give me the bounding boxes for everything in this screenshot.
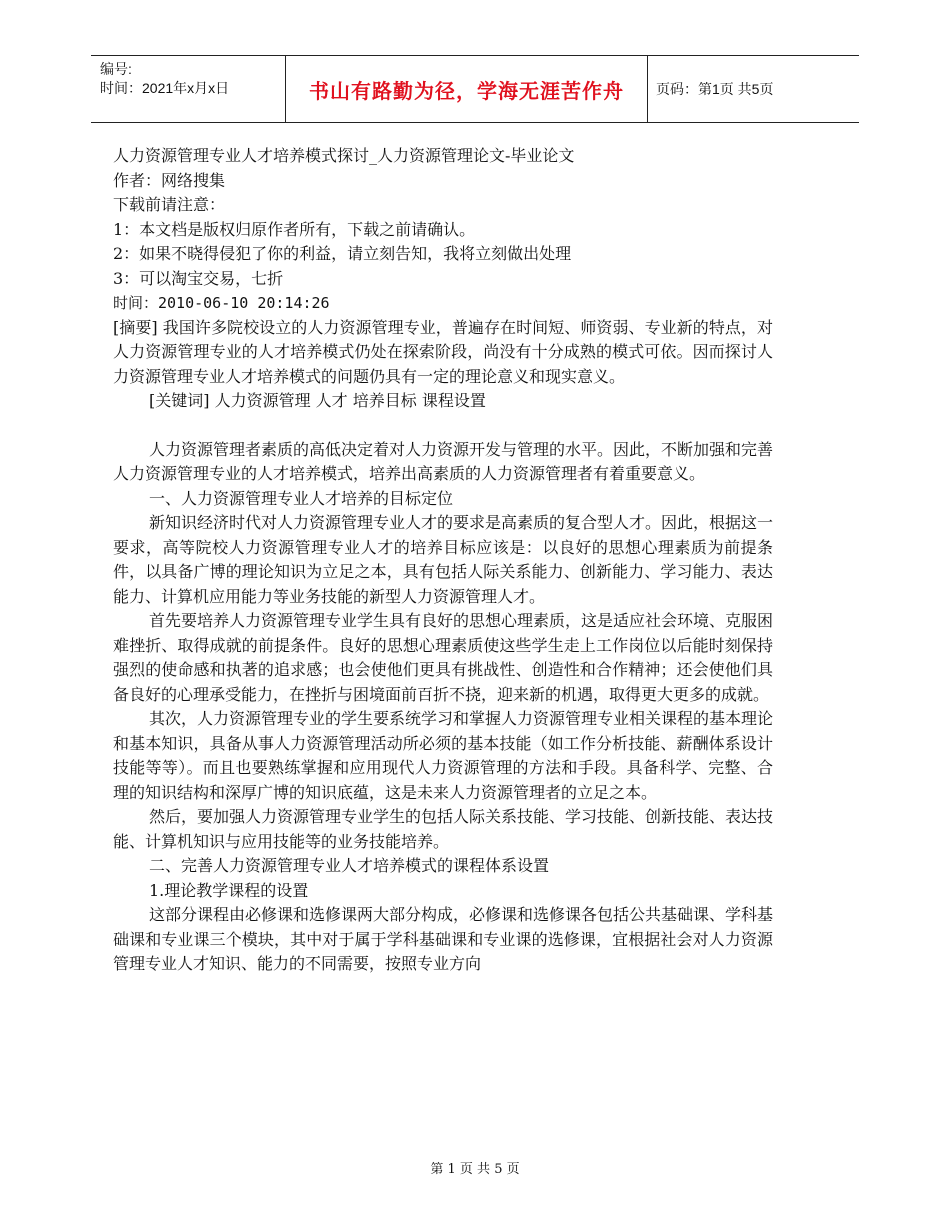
article-abstract: [摘要] 我国许多院校设立的人力资源管理专业，普遍存在时间短、师资弱、专业新的特点，对人力资源管理专业的人才培养模式仍处在探索阶段，尚没有十分成熟的模式可依。因而探讨人力资源管理专业人才培养模式的问题仍具有一定的理论意义和现实意义。 bbox=[113, 317, 773, 386]
intro-paragraph: 人力资源管理者素质的高低决定着对人力资源开发与管理的水平。因此，不断加强和完善人力资源管理专业的人才培养模式，培养出高素质的人力资源管理者有着重要意义。 bbox=[113, 439, 774, 483]
section-heading-2: 二、完善人力资源管理专业人才培养模式的课程体系设置 bbox=[149, 856, 550, 875]
body-paragraph-4: 然后，要加强人力资源管理专业学生的包括人际关系技能、学习技能、创新技能、表达技能、计算机知识与应用技能等的业务技能培养。 bbox=[113, 807, 774, 851]
body-paragraph-2: 首先要培养人力资源管理专业学生具有良好的思想心理素质，这是适应社会环境、克服困难挫折、取得成就的前提条件。良好的思想心理素质使这些学生走上工作岗位以后能时刻保持强烈的使命感和执著的追求感；也会使他们更具有挑战性、创造性和合作精神；还会使他们具备良好的心理承受能力，在挫折与困境面前百折不挠，迎来新的机遇，取得更大更多的成就。 bbox=[113, 611, 774, 704]
header-meta bbox=[91, 56, 285, 122]
paragraph-gap bbox=[113, 414, 773, 438]
article-keywords: [关键词] 人力资源管理 人才 培养目标 课程设置 bbox=[149, 391, 486, 410]
article-timestamp: 时间：2010-06-10 20:14:26 bbox=[113, 294, 330, 312]
body-paragraph-5: 这部分课程由必修课和选修课两大部分构成，必修课和选修课各包括公共基础课、学科基础课和专业课三个模块，其中对于属于学科基础课和专业课的选修课，宜根据社会对人力资源管理专业人才知识、能力的不同需要，按照专业方向 bbox=[113, 905, 774, 973]
header-page-info: 页码：第1页 共5页 bbox=[656, 81, 774, 97]
notice-item-3: 3：可以淘宝交易，七折 bbox=[113, 268, 284, 288]
notice-item-2: 2：如果不晓得侵犯了你的利益，请立刻告知，我将立刻做出处理 bbox=[113, 244, 572, 263]
notice-item-1: 1：本文档是版权归原作者所有，下载之前请确认。 bbox=[113, 219, 476, 239]
page-header bbox=[91, 55, 859, 123]
header-motto: 书山有路勤为径，学海无涯苦作舟 bbox=[285, 56, 648, 122]
article-author: 作者：网络搜集 bbox=[113, 170, 226, 190]
document-number-label: 编号: bbox=[100, 61, 132, 77]
article-title: 人力资源管理专业人才培养模式探讨_人力资源管理论文-毕业论文 bbox=[113, 146, 575, 165]
subsection-heading-1: 1.理论教学课程的设置 bbox=[149, 880, 309, 900]
section-heading-1: 一、人力资源管理专业人才培养的目标定位 bbox=[149, 488, 454, 508]
download-notice: 下载前请注意： bbox=[113, 195, 226, 214]
body-paragraph-1: 新知识经济时代对人力资源管理专业人才的要求是高素质的复合型人才。因此，根据这一要求，高等院校人力资源管理专业人才的培养目标应该是：以良好的思想心理素质为前提条件，以具备广博的理论知识为立足之本，具有包括人际关系能力、创新能力、学习能力、表达能力、计算机应用能力等业务技能的新型人力资源管理人才。 bbox=[113, 513, 774, 606]
document-time-label: 时间：2021年x月x日 bbox=[100, 80, 230, 96]
page-footer: 第 1 页 共 5 页 bbox=[430, 1162, 520, 1177]
body-paragraph-3: 其次，人力资源管理专业的学生要系统学习和掌握人力资源管理专业相关课程的基本理论和基本知识，具备从事人力资源管理活动所必须的基本技能（如工作分析技能、薪酬体系设计技能等等）。而且也要熟练掌握和应用现代人力资源管理的方法和手段。具备科学、完整、合理的知识结构和深厚广博的知识底蕴，这是未来人力资源管理者的立足之本。 bbox=[113, 709, 774, 802]
document-body bbox=[113, 144, 773, 977]
